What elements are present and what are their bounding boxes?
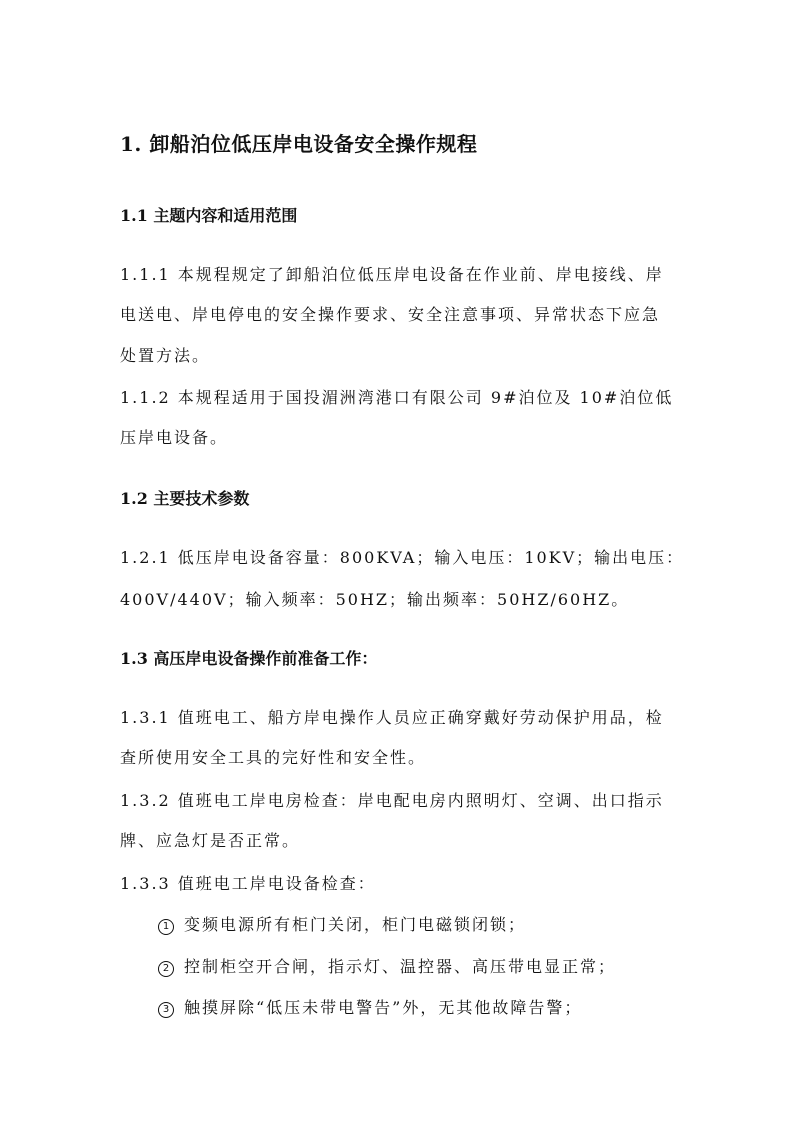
paragraph-line: 1.3.3 值班电工岸电设备检查：: [120, 874, 376, 893]
paragraph-line: 1.1.2 本规程适用于国投湄洲湾港口有限公司 9#泊位及 10#泊位低: [120, 388, 674, 407]
list-item-text: 变频电源所有柜门关闭，柜门电磁锁闭锁；: [184, 915, 527, 934]
section-heading-1-3: 1.3 高压岸电设备操作前准备工作：: [120, 649, 378, 668]
circled-number: 2: [158, 961, 174, 977]
paragraph-line: 400V/440V；输入频率：50HZ；输出频率：50HZ/60HZ。: [120, 590, 630, 609]
list-item: [158, 912, 526, 935]
paragraph-line: 1.3.1 值班电工、船方岸电操作人员应正确穿戴好劳动保护用品，检: [120, 708, 664, 727]
list-item-text: 触摸屏除“低压未带电警告”外，无其他故障告警；: [184, 998, 583, 1017]
paragraph-line: 1.1.1 本规程规定了卸船泊位低压岸电设备在作业前、岸电接线、岸: [120, 265, 664, 284]
paragraph-line: 电送电、岸电停电的安全操作要求、安全注意事项、异常状态下应急: [120, 305, 661, 324]
circled-number: 1: [158, 919, 174, 935]
list-item: [158, 954, 616, 977]
paragraph-line: 压岸电设备。: [120, 428, 229, 447]
section-heading-1-1: 1.1 主题内容和适用范围: [120, 206, 298, 225]
list-item: [158, 995, 582, 1018]
paragraph-line: 1.2.1 低压岸电设备容量：800KVA；输入电压：10KV；输出电压：: [120, 548, 685, 567]
section-heading-1-2: 1.2 主要技术参数: [120, 489, 250, 508]
paragraph-line: 处置方法。: [120, 346, 211, 365]
paragraph-line: 1.3.2 值班电工岸电房检查：岸电配电房内照明灯、空调、出口指示: [120, 791, 664, 810]
paragraph-line: 查所使用安全工具的完好性和安全性。: [120, 748, 427, 767]
document-title: 1. 卸船泊位低压岸电设备安全操作规程: [120, 132, 478, 156]
paragraph-line: 牌、应急灯是否正常。: [120, 831, 301, 850]
circled-number: 3: [158, 1002, 174, 1018]
list-item-text: 控制柜空开合闸，指示灯、温控器、高压带电显正常；: [184, 957, 617, 976]
